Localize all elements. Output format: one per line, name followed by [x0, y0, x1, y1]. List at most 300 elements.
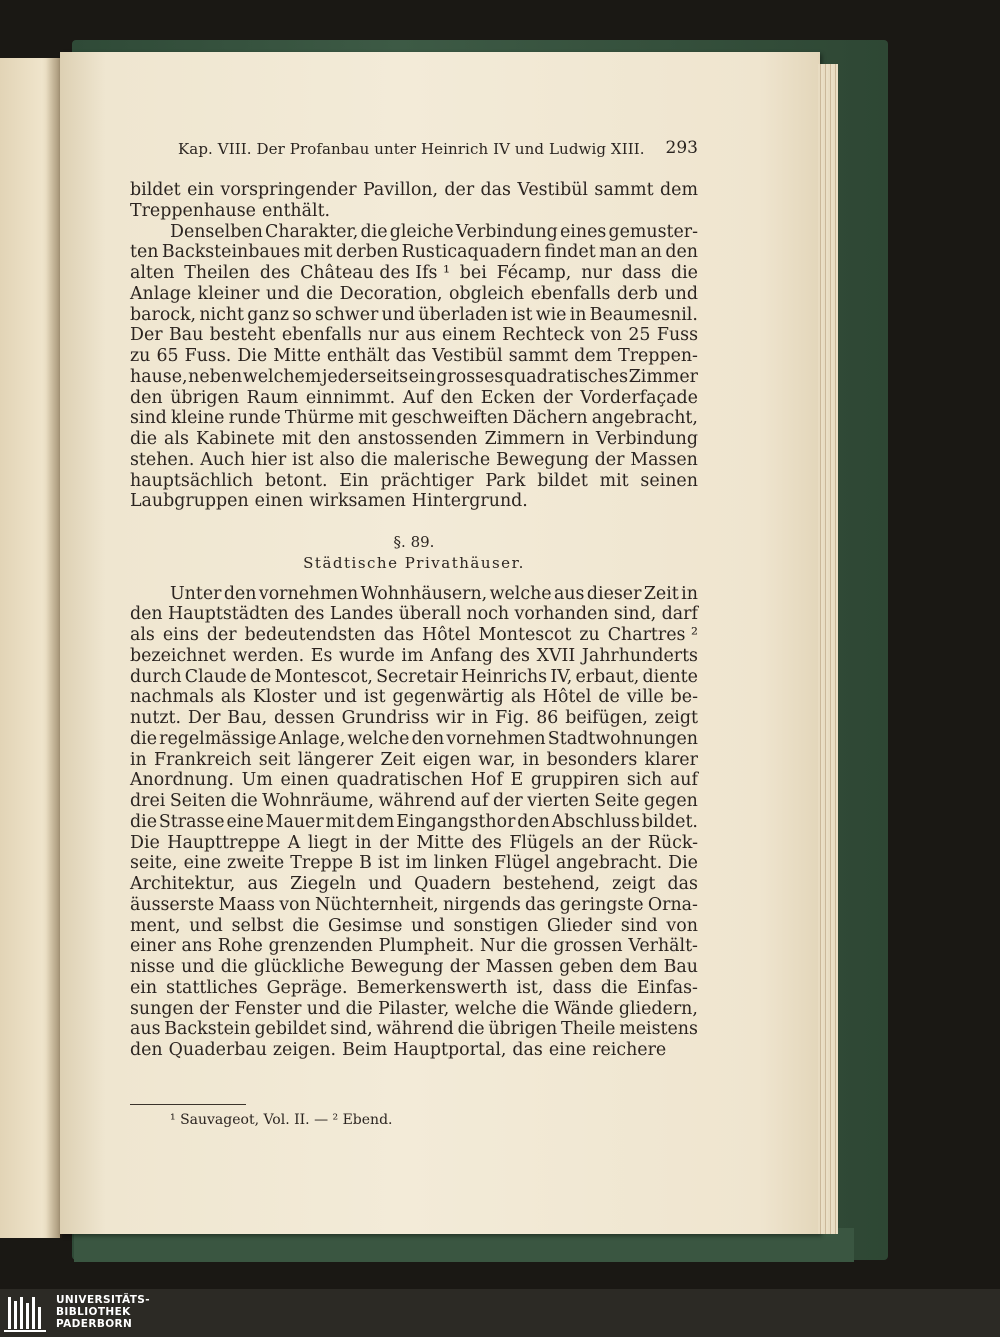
word: angebracht,	[591, 408, 698, 429]
word: betont.	[264, 470, 328, 491]
word: Bau	[663, 957, 698, 977]
word: linken	[433, 853, 488, 874]
word: in	[522, 749, 540, 770]
word: wurde	[338, 645, 395, 666]
word: besonders	[546, 749, 638, 770]
word: Strasse	[158, 811, 225, 832]
word: Quaderbau	[168, 1040, 267, 1060]
text-line	[130, 1019, 698, 1040]
word: zu	[579, 625, 600, 645]
word: Flügel	[493, 853, 550, 874]
word: und	[411, 915, 445, 936]
word: ebenfalls	[281, 325, 362, 346]
word: das	[667, 874, 698, 894]
word: Thürme	[284, 408, 354, 429]
page-header	[178, 138, 698, 162]
word: der	[610, 832, 641, 853]
word: prächtiger	[380, 470, 474, 491]
word: Es	[310, 645, 333, 666]
text-line	[130, 388, 698, 409]
word: geringste	[559, 894, 644, 915]
word: dessen	[274, 708, 335, 728]
word: Jahrhunderts	[581, 645, 698, 666]
word: die	[521, 998, 549, 1019]
word: drei	[130, 791, 166, 811]
word: Gepräge.	[266, 977, 348, 998]
word: Plumpheit.	[378, 936, 475, 957]
text-line	[130, 791, 698, 812]
word: seit	[258, 749, 291, 770]
word: in	[471, 708, 489, 728]
word: grossen	[553, 936, 623, 957]
word: Rück-	[647, 832, 698, 853]
word: Ecken	[480, 387, 536, 408]
word: ist,	[516, 977, 544, 998]
word: den	[223, 583, 257, 604]
word: de	[249, 666, 272, 687]
word: einen	[254, 491, 304, 512]
word: be-	[670, 687, 698, 708]
text-line	[130, 346, 698, 367]
text-line	[130, 750, 698, 771]
word: vierten	[527, 791, 590, 811]
word: bedeutendsten	[244, 625, 376, 645]
word: und	[664, 283, 698, 304]
word: der	[379, 832, 409, 853]
word: dieser	[586, 583, 642, 604]
word: Rusticaquadern	[401, 242, 542, 263]
word: sungen	[130, 998, 194, 1019]
word: Auch	[200, 449, 245, 470]
text-line	[130, 646, 698, 667]
word: so	[292, 304, 312, 325]
word: des	[471, 832, 502, 853]
word: Massen	[485, 957, 554, 977]
word: 25	[628, 325, 651, 346]
word: des	[294, 604, 325, 625]
word: im	[401, 645, 424, 666]
word: de	[598, 687, 620, 708]
text-line	[130, 687, 698, 708]
word: findet	[544, 242, 596, 263]
text-line	[130, 1040, 698, 1061]
word: ist	[364, 687, 386, 708]
word: ist	[292, 449, 314, 470]
word: und	[381, 304, 416, 325]
word: Hauptstädten	[168, 604, 289, 625]
word: Backstein	[164, 1019, 251, 1040]
word: aus	[405, 325, 436, 346]
word: Seite	[594, 791, 640, 811]
word: Die	[668, 853, 698, 874]
word: liegt	[307, 832, 348, 853]
word: ville	[626, 687, 664, 708]
word: schwer	[314, 304, 379, 325]
word: Haupttreppe	[167, 832, 281, 853]
word: Massen	[630, 449, 698, 470]
word: Zimmern	[484, 429, 565, 449]
text-line	[130, 936, 698, 957]
word: den	[665, 242, 698, 263]
word: die	[130, 728, 157, 749]
word: grosses	[436, 366, 504, 387]
word: 65	[156, 346, 179, 366]
word: selbst	[231, 915, 284, 936]
word: bei	[459, 263, 487, 283]
word: ten	[130, 242, 159, 263]
word: an	[581, 832, 604, 853]
word: in	[569, 304, 587, 325]
word: bildet.	[641, 811, 698, 832]
word: beifügen,	[565, 708, 648, 728]
word: ein	[408, 366, 436, 387]
word: Seiten	[169, 791, 227, 811]
word: nirgends	[443, 894, 521, 915]
word: einen	[280, 770, 329, 791]
word: obgleich	[449, 283, 525, 304]
section-spacer	[130, 574, 698, 584]
text-line	[130, 180, 698, 201]
word: gebildet	[254, 1019, 327, 1040]
word: angebracht.	[555, 853, 663, 874]
word: mit	[358, 408, 388, 429]
word: zu	[130, 346, 151, 366]
word: Raum	[246, 387, 299, 408]
word: vornehmen	[446, 728, 546, 749]
word: äusserste	[130, 894, 215, 915]
word: grenzenden	[268, 936, 373, 957]
word: hauptsächlich	[130, 470, 254, 491]
text-line	[130, 584, 698, 605]
word: aus	[247, 874, 278, 894]
word: in	[130, 749, 147, 770]
text-line	[130, 471, 698, 492]
word: Der	[187, 708, 221, 728]
word: aus	[130, 1019, 161, 1040]
word: Bau	[168, 325, 204, 346]
word: das	[395, 346, 427, 366]
running-title: Kap. VIII. Der Profanbau unter Heinrich IV und Ludwig XIII.	[178, 140, 645, 158]
word: seinen	[640, 470, 698, 491]
logo-line-1: UNIVERSITÄTS-	[56, 1294, 151, 1306]
word: erbaut,	[575, 666, 640, 687]
word: die	[360, 221, 388, 242]
word: IV,	[550, 666, 573, 687]
word: mit	[599, 470, 629, 491]
word: Mauer	[265, 811, 324, 832]
section-number: §. 89.	[393, 533, 435, 551]
word: nur	[581, 263, 612, 283]
word: den	[440, 387, 474, 408]
word: also	[319, 449, 355, 470]
word: Rechteck	[502, 325, 585, 346]
text-line	[130, 708, 698, 729]
word: war,	[478, 749, 516, 770]
word: welchem	[242, 366, 322, 387]
paragraph-3	[130, 584, 698, 1061]
word: Treppen-	[618, 346, 698, 366]
word: werden.	[232, 645, 305, 666]
word: sammt	[594, 180, 654, 200]
word: hier	[250, 449, 287, 470]
word: mit	[325, 811, 355, 832]
word: und	[265, 283, 300, 304]
text-line	[130, 853, 698, 874]
word: Montescot	[478, 625, 572, 645]
word: sonstigen	[453, 915, 539, 936]
word: von	[666, 915, 698, 936]
page-body	[130, 180, 698, 1061]
text-line	[130, 242, 698, 263]
page-number: 293	[665, 138, 698, 158]
word: der	[449, 957, 480, 977]
word: eigen	[422, 749, 472, 770]
word: als	[164, 429, 189, 449]
word: Hauptportal,	[393, 1040, 507, 1060]
word: Anlage	[130, 283, 192, 304]
word: Zimmer	[628, 366, 698, 387]
word: Flügels	[509, 832, 575, 853]
word: ment,	[130, 915, 181, 936]
word: Unter	[170, 583, 222, 604]
text-line	[130, 833, 698, 854]
footnote-rule	[130, 1104, 246, 1105]
word: von	[279, 894, 311, 915]
word: B	[359, 853, 372, 874]
word: bestehend,	[503, 874, 601, 894]
word: die	[220, 957, 248, 977]
word: E	[510, 770, 524, 791]
word: Pilaster,	[377, 998, 450, 1019]
word: Fuss	[656, 325, 698, 346]
word: welche	[347, 728, 410, 749]
word: dem	[574, 346, 613, 366]
word: Wohnräume,	[262, 791, 374, 811]
word: Ein	[339, 470, 369, 491]
word: Bau,	[227, 708, 268, 728]
word: Gesimse	[328, 915, 403, 936]
word: Bewegung	[495, 449, 589, 470]
word: Château des Ifs ¹	[300, 263, 450, 283]
word: A	[287, 832, 301, 853]
word: kleine	[170, 408, 225, 429]
word: dem	[356, 811, 395, 832]
word: Beim	[342, 1040, 388, 1060]
word: gemuster-	[608, 221, 698, 242]
word: 86	[536, 708, 559, 728]
word: der	[444, 180, 475, 200]
word: der	[206, 625, 237, 645]
word: quadratisches	[503, 366, 629, 387]
word: man	[599, 242, 638, 263]
word: Anfang	[430, 645, 493, 666]
word: enthält	[326, 346, 390, 366]
word: die	[600, 977, 628, 998]
text-line	[130, 729, 698, 750]
word: eines	[560, 221, 607, 242]
word: hause,	[130, 366, 188, 387]
word: die	[345, 998, 373, 1019]
word: Hintergrund.	[411, 491, 528, 512]
word: übrigen	[488, 1019, 558, 1040]
word: Kabinete	[195, 429, 275, 449]
word: Grundriss	[341, 708, 430, 728]
word: das	[525, 894, 556, 915]
word: diente	[642, 666, 698, 687]
word: Die	[130, 832, 160, 853]
word: Secretair	[376, 666, 458, 687]
text-line	[130, 957, 698, 978]
word: ans	[181, 936, 212, 957]
word: Chartres ²	[607, 625, 698, 645]
word: eine	[548, 1040, 587, 1060]
word: Kloster	[252, 687, 317, 708]
word: Fig.	[495, 708, 530, 728]
word: Abschluss	[551, 811, 640, 832]
word: nachmals	[130, 687, 214, 708]
word: Ziegeln	[290, 874, 357, 894]
word: bildet	[130, 180, 181, 200]
library-logo-text	[56, 1294, 150, 1330]
word: XVII	[536, 645, 576, 666]
word: derb	[617, 283, 658, 304]
word: vornehmen	[258, 583, 359, 604]
word: sind	[620, 915, 658, 936]
word: eine	[183, 853, 221, 874]
word: und	[323, 687, 357, 708]
text-line	[130, 325, 698, 346]
text-line	[130, 916, 698, 937]
word: Denselben	[170, 221, 263, 242]
word: Landes	[329, 604, 394, 625]
word: Verbindung	[595, 429, 698, 449]
word: Hôtel	[542, 687, 592, 708]
text-line	[130, 667, 698, 688]
word: als	[510, 687, 536, 708]
word: barock,	[130, 304, 197, 325]
text-line	[130, 978, 698, 999]
word: das	[480, 180, 511, 200]
word: Wohnhäusern,	[360, 583, 488, 604]
word: derben	[335, 242, 399, 263]
library-logo-icon	[2, 1293, 48, 1333]
word: überall	[398, 604, 462, 625]
word: jederseits	[321, 366, 409, 387]
word: Backsteinbaues	[161, 242, 301, 263]
word: des	[259, 263, 291, 283]
word: Einfas-	[636, 977, 698, 998]
word: die	[130, 429, 157, 449]
word: Claude	[184, 666, 247, 687]
word: die	[292, 915, 320, 936]
word: Stadtwohnungen	[547, 728, 698, 749]
word: Heinrichs	[461, 666, 548, 687]
word: meistens	[619, 1019, 698, 1040]
text-line	[130, 429, 698, 450]
word: regelmässige	[159, 728, 277, 749]
word: noch	[466, 604, 510, 625]
logo-line-2: BIBLIOTHEK	[56, 1306, 131, 1318]
word: die	[670, 263, 698, 283]
text-line	[130, 874, 698, 895]
word: malerische	[393, 449, 491, 470]
word: alten	[130, 263, 175, 283]
word: einnimmt.	[305, 387, 396, 408]
paragraph-2	[130, 222, 698, 513]
word: Rohe	[217, 936, 263, 957]
word: Mitte	[273, 346, 321, 366]
word: Hof	[470, 770, 503, 791]
text-line	[130, 770, 698, 791]
word: ist	[377, 853, 400, 874]
word: kleiner	[197, 283, 260, 304]
word: einer	[130, 936, 176, 957]
word: mit	[303, 242, 333, 263]
word: welche	[454, 998, 517, 1019]
word: das	[512, 1040, 543, 1060]
word: gleiche	[389, 221, 454, 242]
word: im	[405, 853, 428, 874]
word: Vestibül	[432, 346, 503, 366]
word: nisse	[130, 957, 175, 977]
text-line	[130, 491, 698, 512]
word: den	[130, 604, 163, 625]
word: Um	[241, 770, 273, 791]
word: Park	[485, 470, 526, 491]
footnotes: ¹ Sauvageot, Vol. II. — ² Ebend.	[170, 1112, 393, 1128]
word: Glieder	[546, 915, 613, 936]
word: überladen	[418, 304, 508, 325]
word: stehen.	[130, 449, 195, 470]
word: Treppenhause	[130, 200, 256, 221]
word: Bewegung	[350, 957, 444, 977]
word: die	[360, 449, 388, 470]
word: in	[572, 429, 589, 449]
word: gegen	[643, 791, 698, 811]
word: Montescot,	[274, 666, 373, 687]
word: dass	[552, 977, 592, 998]
word: Pavillon,	[363, 180, 439, 200]
section-title: Städtische Privathäuser.	[303, 553, 525, 572]
word: übrigen	[170, 387, 240, 408]
word: Mitte	[416, 832, 464, 853]
word: gegenwärtig	[392, 687, 504, 708]
word: dass	[621, 263, 662, 283]
word: stattliches	[166, 977, 258, 998]
word: zeigt	[654, 708, 698, 728]
word: nutzt.	[130, 708, 182, 728]
word: die	[130, 811, 157, 832]
word: neben	[188, 366, 243, 387]
word: an	[640, 242, 663, 263]
word: welche	[489, 583, 552, 604]
word: Vorderfaçade	[580, 387, 698, 408]
word: Orna-	[647, 894, 698, 915]
word: und	[306, 998, 341, 1019]
word: Maass	[218, 894, 275, 915]
library-footer-bar	[0, 1289, 1000, 1337]
word: während	[378, 791, 456, 811]
section-spacer	[130, 512, 698, 532]
word: Treppe	[290, 853, 354, 874]
word: das	[383, 625, 415, 645]
word: Decoration,	[339, 283, 443, 304]
word: den	[130, 387, 163, 408]
word: sich	[626, 770, 663, 791]
word: während	[376, 1019, 454, 1040]
text-line	[130, 450, 698, 471]
word: Verbindung	[455, 221, 558, 242]
